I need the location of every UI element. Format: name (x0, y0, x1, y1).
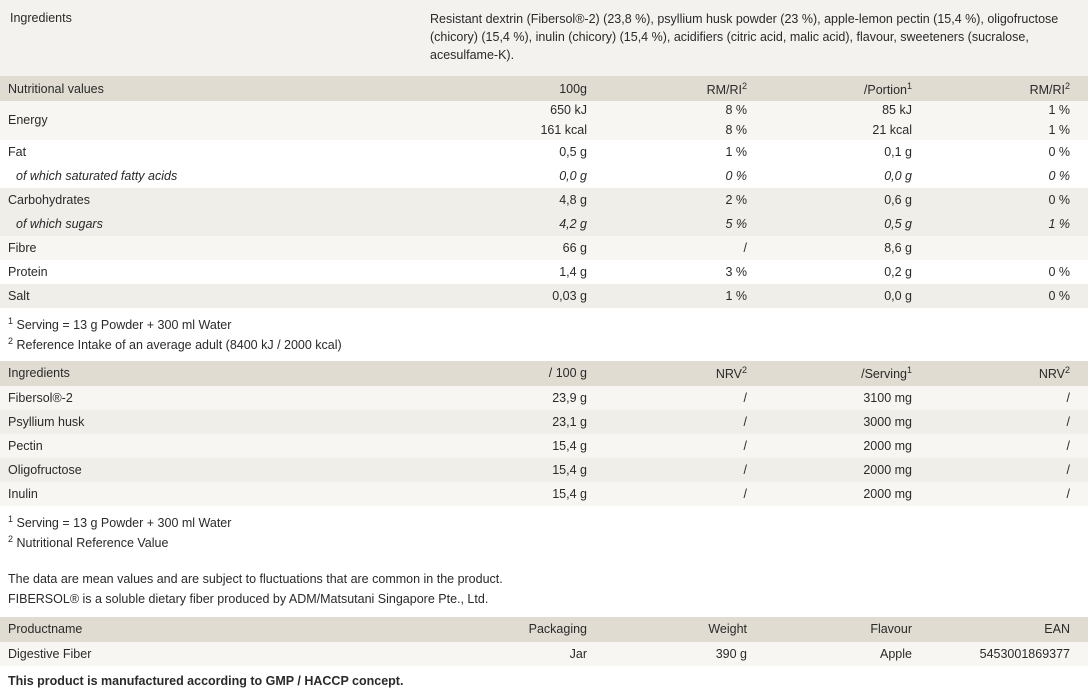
saturated-fat-rmri-portion: 0 % (930, 164, 1088, 188)
oligofructose-nrv-serving: / (930, 458, 1088, 482)
energy-100g (430, 101, 605, 140)
product-name-value: Digestive Fiber (0, 642, 430, 666)
ingredients-header-row (0, 361, 1088, 386)
col-header-rmri-portion (930, 76, 1088, 101)
footnote-1-marker: 1 (8, 316, 14, 327)
table-row (0, 260, 1088, 284)
ing-footnote-2-text: Nutritional Reference Value (13, 536, 169, 550)
fibersol-serving: 3100 mg (765, 386, 930, 410)
protein-100g: 1,4 g (430, 260, 605, 284)
table-row (0, 482, 1088, 506)
table-row (0, 386, 1088, 410)
nutrition-footnote-2 (8, 335, 1080, 355)
note-mean-values: The data are mean values and are subject to fluctuations that are common in the product. (8, 571, 503, 586)
row-label-fibersol: Fibersol®-2 (0, 386, 430, 410)
row-label-protein: Protein (0, 260, 430, 284)
row-label-psyllium-husk: Psyllium husk (0, 410, 430, 434)
saturated-fat-portion: 0,0 g (765, 164, 930, 188)
ingredients-text: Resistant dextrin (Fibersol®-2) (23,8 %), psyllium husk powder (23 %), apple-lemon pectin (15,4 %), oligofructose (chicory) (15,4 %), inulin (chicory) (15,4 %), acidifiers (citric acid, malic acid), flavour, sweeteners (sucralose, acesulfame-K). (430, 12, 1059, 63)
saturated-fat-rmri-100g: 0 % (605, 164, 765, 188)
serving-text: /Serving (861, 367, 907, 382)
rmri2-sup: 2 (1064, 80, 1070, 91)
fat-portion: 0,1 g (765, 140, 930, 164)
general-notes (0, 559, 1088, 617)
table-row (0, 140, 1088, 164)
note-fibersol-source: FIBERSOL® is a soluble dietary fiber produced by ADM/Matsutani Singapore Pte., Ltd. (8, 591, 489, 606)
energy-portion-kj: 85 kJ (882, 103, 912, 118)
psyllium-100g: 23,1 g (430, 410, 605, 434)
table-row (0, 434, 1088, 458)
salt-rmri-portion: 0 % (930, 284, 1088, 308)
col-header-serving (765, 361, 930, 386)
energy-rmri-kcal: 8 % (725, 122, 747, 137)
gmp-haccp-note: This product is manufactured according to GMP / HACCP concept. (0, 666, 1088, 694)
inulin-nrv-serving: / (930, 482, 1088, 506)
salt-rmri-100g: 1 % (605, 284, 765, 308)
ingredients-detail-table (0, 361, 1088, 506)
table-row (0, 236, 1088, 260)
pectin-100g: 15,4 g (430, 434, 605, 458)
rmri-sup: 2 (741, 80, 747, 91)
energy-rmri-portion-kj: 1 % (1048, 103, 1070, 118)
fat-rmri-100g: 1 % (605, 140, 765, 164)
carbohydrates-rmri-100g: 2 % (605, 188, 765, 212)
pectin-serving: 2000 mg (765, 434, 930, 458)
saturated-fat-100g: 0,0 g (430, 164, 605, 188)
protein-portion: 0,2 g (765, 260, 930, 284)
fat-100g: 0,5 g (430, 140, 605, 164)
table-row (0, 410, 1088, 434)
col-header-portion (765, 76, 930, 101)
energy-rmri-portion (930, 101, 1088, 140)
energy-rmri-portion-kcal: 1 % (1048, 122, 1070, 137)
protein-rmri-portion: 0 % (930, 260, 1088, 284)
oligofructose-100g: 15,4 g (430, 458, 605, 482)
nutrition-footnote-1 (8, 315, 1080, 335)
table-row (0, 101, 1088, 140)
nutrition-header-row (0, 76, 1088, 101)
psyllium-nrv-100g: / (605, 410, 765, 434)
ing-footnote-2-marker: 2 (8, 533, 14, 544)
fibre-rmri-100g: / (605, 236, 765, 260)
footnote-2-text: Reference Intake of an average adult (8400 kJ / 2000 kcal) (13, 338, 342, 353)
col-header-packaging: Packaging (430, 617, 605, 642)
pectin-nrv-serving: / (930, 434, 1088, 458)
portion-text: /Portion (863, 82, 907, 97)
ingredients-footnote-2 (8, 533, 1080, 553)
energy-100g-kj: 650 kJ (550, 103, 587, 118)
table-row (0, 188, 1088, 212)
row-label-fat: Fat (0, 140, 430, 164)
col-header-nutritional-values: Nutritional values (0, 76, 430, 101)
sugars-100g: 4,2 g (430, 212, 605, 236)
fibersol-100g: 23,9 g (430, 386, 605, 410)
table-row (0, 164, 1088, 188)
fat-rmri-portion: 0 % (930, 140, 1088, 164)
fibersol-nrv-serving: / (930, 386, 1088, 410)
fibersol-nrv-100g: / (605, 386, 765, 410)
product-flavour-value: Apple (765, 642, 930, 666)
psyllium-nrv-serving: / (930, 410, 1088, 434)
footnote-2-marker: 2 (8, 336, 14, 347)
col-header-ing-per-100g: / 100 g (430, 361, 605, 386)
ing-footnote-1-marker: 1 (8, 513, 14, 524)
pectin-nrv-100g: / (605, 434, 765, 458)
row-label-carbohydrates: Carbohydrates (0, 188, 430, 212)
col-header-per-100g: 100g (430, 76, 605, 101)
energy-portion (765, 101, 930, 140)
col-header-ean: EAN (930, 617, 1088, 642)
ing-footnote-1-text: Serving = 13 g Powder + 300 ml Water (13, 516, 232, 531)
nutritional-values-table (0, 76, 1088, 308)
col-header-flavour: Flavour (765, 617, 930, 642)
carbohydrates-portion: 0,6 g (765, 188, 930, 212)
nutrition-footnotes (0, 308, 1088, 361)
psyllium-serving: 3000 mg (765, 410, 930, 434)
ingredients-label: Ingredients (10, 11, 72, 25)
rmri2-text: RM/RI (1029, 82, 1065, 97)
product-table (0, 617, 1088, 666)
row-label-energy: Energy (0, 101, 430, 140)
salt-portion: 0,0 g (765, 284, 930, 308)
product-ean-value: 5453001869377 (930, 642, 1088, 666)
portion-sup: 1 (906, 80, 912, 91)
sugars-rmri-100g: 5 % (605, 212, 765, 236)
fibre-rmri-portion (930, 236, 1088, 260)
row-label-sugars: of which sugars (0, 212, 430, 236)
ingredients-footnote-1 (8, 513, 1080, 533)
oligofructose-serving: 2000 mg (765, 458, 930, 482)
row-label-fibre: Fibre (0, 236, 430, 260)
nrv-sup: 2 (741, 365, 747, 376)
energy-100g-kcal: 161 kcal (540, 122, 587, 137)
col-header-ingredients: Ingredients (0, 361, 430, 386)
col-header-nrv-serving (930, 361, 1088, 386)
footnote-1-text: Serving = 13 g Powder + 300 ml Water (13, 318, 232, 333)
table-row (0, 458, 1088, 482)
col-header-nrv-100g (605, 361, 765, 386)
table-row (0, 212, 1088, 236)
sugars-rmri-portion: 1 % (930, 212, 1088, 236)
ingredients-summary-block (0, 0, 1088, 76)
table-row (0, 284, 1088, 308)
table-row (0, 642, 1088, 666)
row-label-saturated-fat: of which saturated fatty acids (0, 164, 430, 188)
col-header-productname: Productname (0, 617, 430, 642)
oligofructose-nrv-100g: / (605, 458, 765, 482)
energy-portion-kcal: 21 kcal (872, 122, 912, 137)
inulin-nrv-100g: / (605, 482, 765, 506)
rmri-text: RM/RI (706, 82, 742, 97)
fibre-portion: 8,6 g (765, 236, 930, 260)
protein-rmri-100g: 3 % (605, 260, 765, 284)
carbohydrates-100g: 4,8 g (430, 188, 605, 212)
nrv-text: NRV (715, 367, 742, 382)
nrv2-sup: 2 (1064, 365, 1070, 376)
energy-rmri-100g (605, 101, 765, 140)
row-label-pectin: Pectin (0, 434, 430, 458)
inulin-serving: 2000 mg (765, 482, 930, 506)
col-header-rmri-100g (605, 76, 765, 101)
energy-rmri-kj: 8 % (725, 103, 747, 118)
product-header-row (0, 617, 1088, 642)
sugars-portion: 0,5 g (765, 212, 930, 236)
serving-sup: 1 (906, 365, 912, 376)
col-header-weight: Weight (605, 617, 765, 642)
product-packaging-value: Jar (430, 642, 605, 666)
carbohydrates-rmri-portion: 0 % (930, 188, 1088, 212)
row-label-salt: Salt (0, 284, 430, 308)
inulin-100g: 15,4 g (430, 482, 605, 506)
fibre-100g: 66 g (430, 236, 605, 260)
row-label-oligofructose: Oligofructose (0, 458, 430, 482)
salt-100g: 0,03 g (430, 284, 605, 308)
nrv2-text: NRV (1038, 367, 1065, 382)
row-label-inulin: Inulin (0, 482, 430, 506)
ingredients-footnotes (0, 506, 1088, 559)
product-weight-value: 390 g (605, 642, 765, 666)
